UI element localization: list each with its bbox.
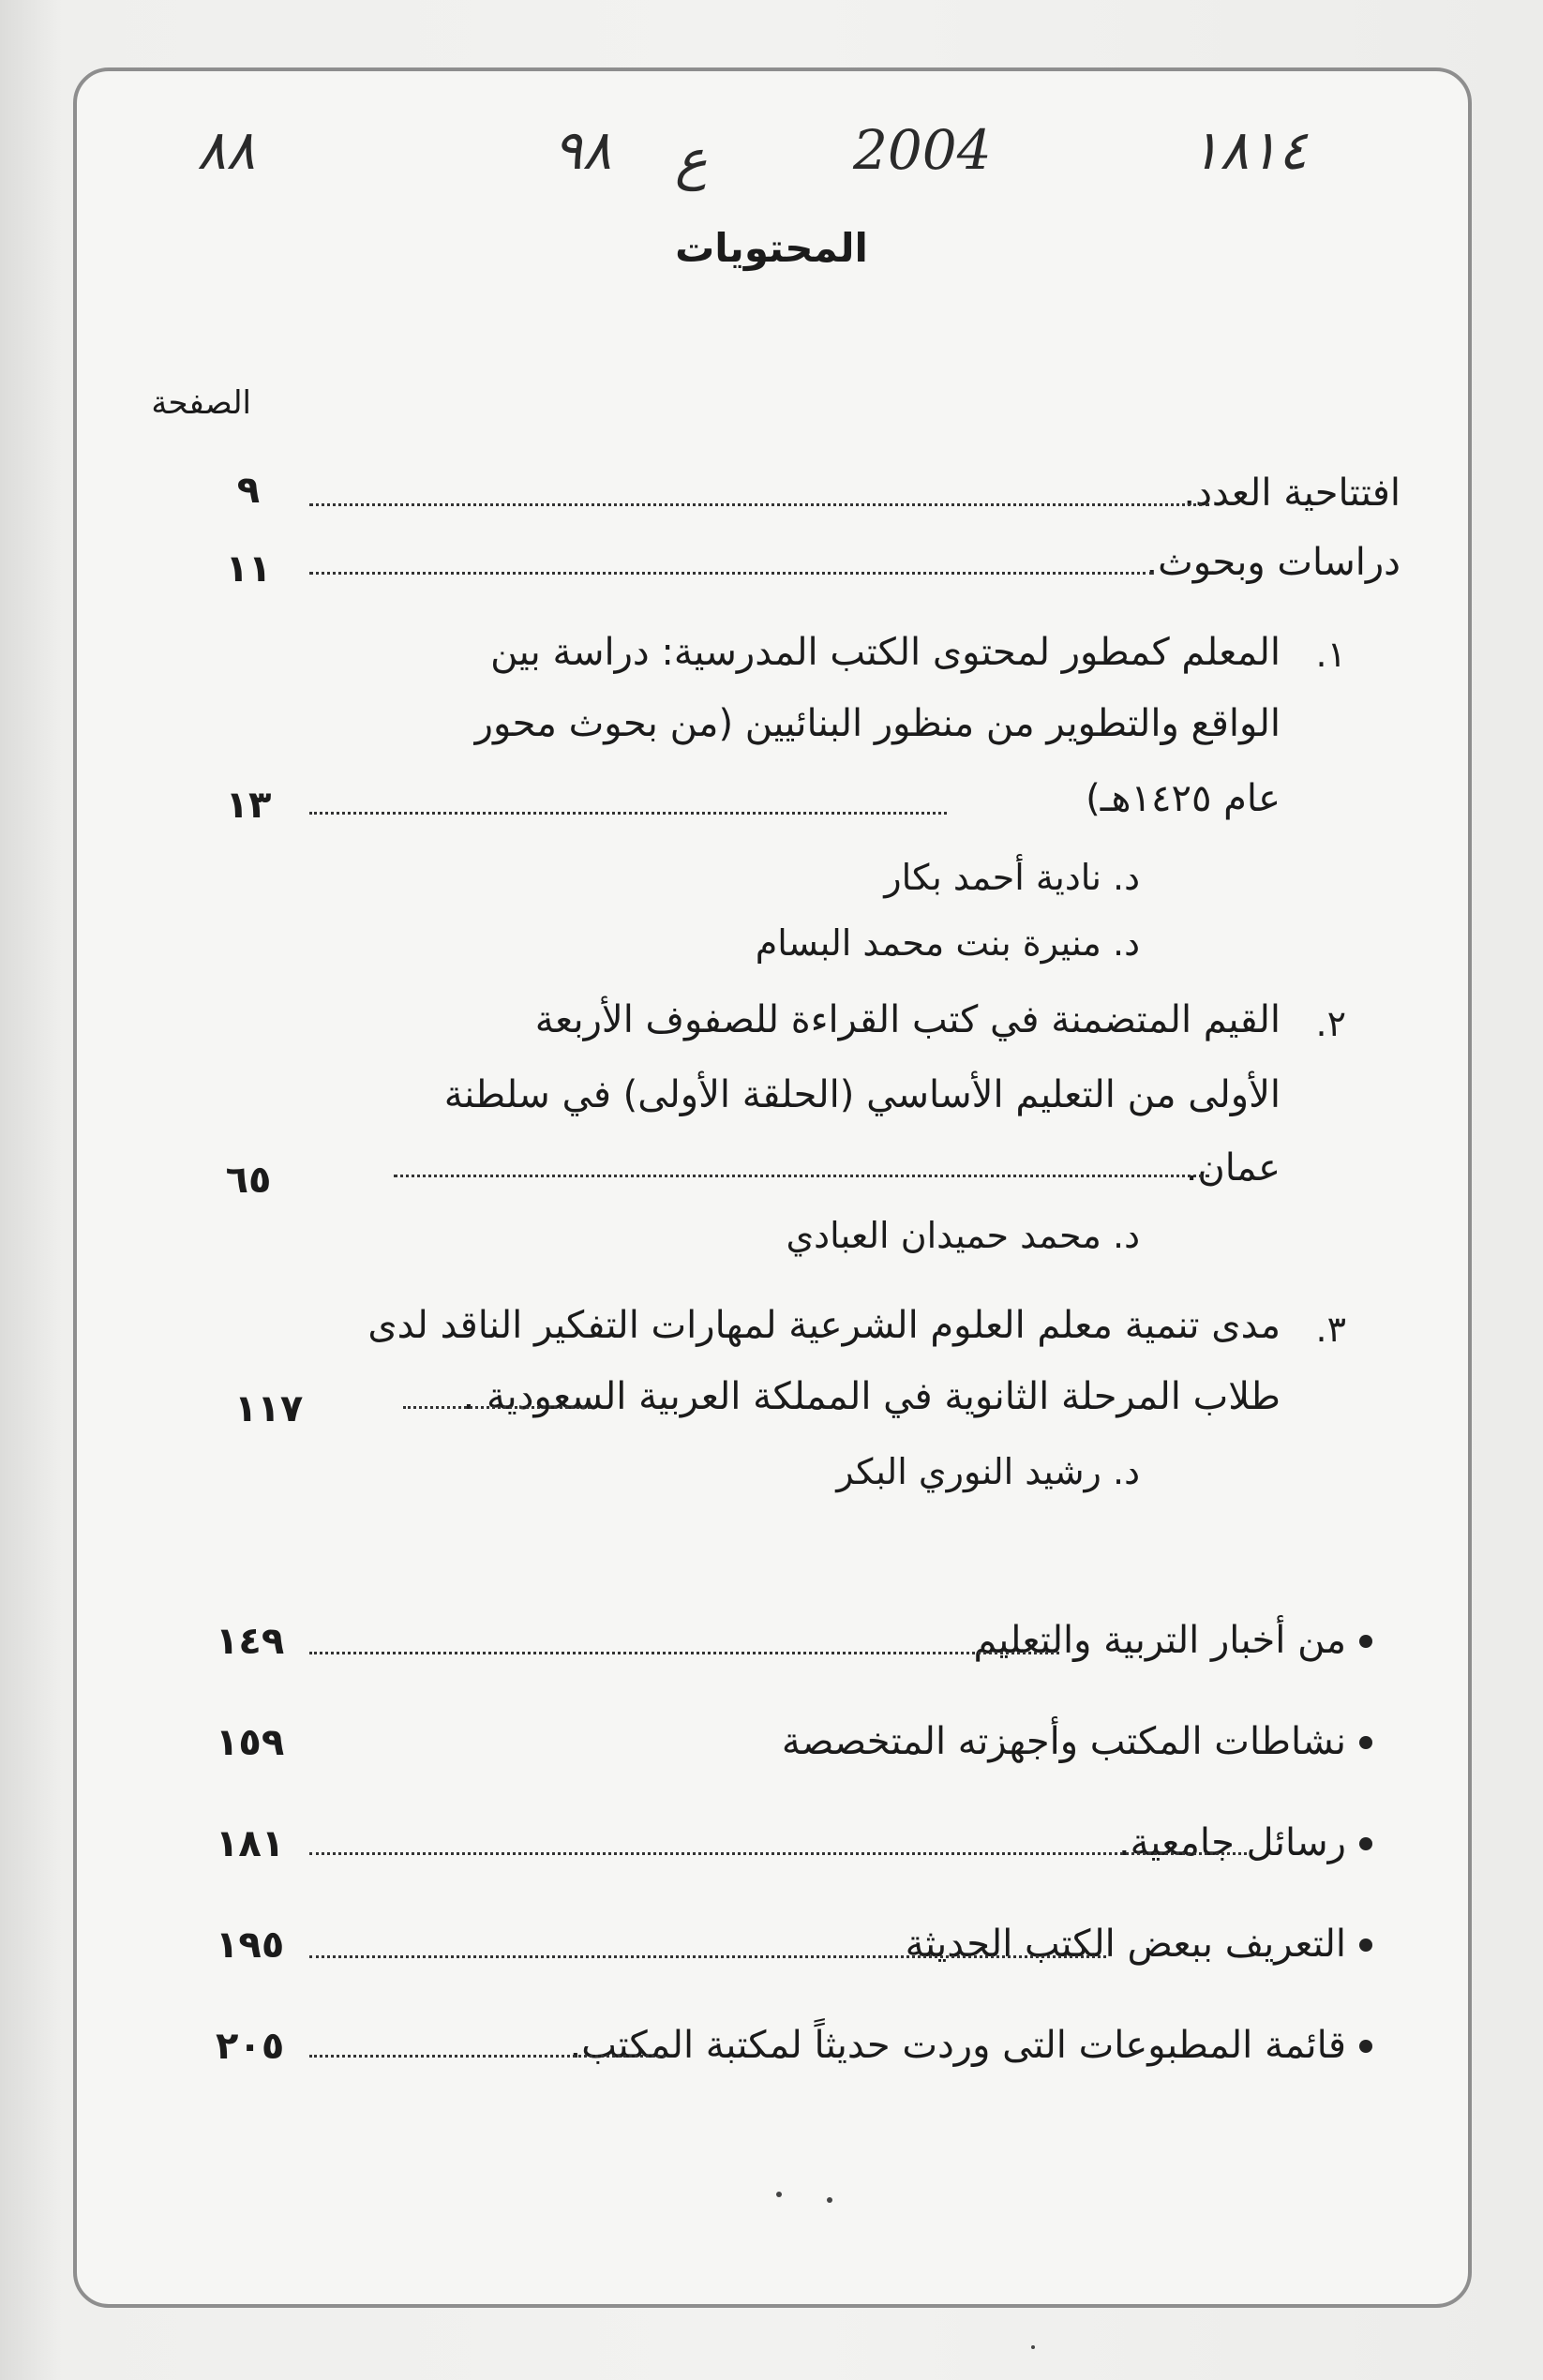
leader-dots (309, 1852, 1247, 1855)
page-number: ١٥٩ (216, 1721, 285, 1764)
page-number: ١٨١ (216, 1822, 285, 1865)
bullet-icon (1359, 1736, 1372, 1749)
handwritten-note-5: ١٨١٤ (1191, 118, 1308, 182)
author-name: د. رشيد النوري البكر (836, 1451, 1140, 1492)
handwritten-notes (0, 101, 1543, 204)
entry-index: ٢. (1315, 1003, 1346, 1044)
scan-speck (827, 2197, 832, 2203)
page-number: ٢٠٥ (216, 2025, 285, 2068)
handwritten-note-3: ع (675, 127, 708, 191)
leader-dots (309, 503, 1209, 506)
leader-dots (309, 1652, 1059, 1654)
toc-entry-theses: رسائل جامعية. (1117, 1821, 1346, 1864)
bullet-icon (1359, 2040, 1372, 2053)
handwritten-note-4: 2004 (853, 118, 992, 182)
scan-speck (1031, 2345, 1035, 2349)
author-name: د. محمد حميدان العبادي (786, 1215, 1140, 1256)
page-column-label: الصفحة (151, 384, 251, 422)
toc-entry-publications: قائمة المطبوعات التى وردت حديثاً لمكتبة المكتب. (569, 2024, 1346, 2067)
handwritten-note-1: ٨٨ (197, 118, 256, 182)
bullet-icon (1359, 1635, 1372, 1648)
leader-dots (403, 1406, 591, 1409)
toc-entry-line: عمان. (1185, 1146, 1281, 1190)
toc-entry-line: القيم المتضمنة في كتب القراءة للصفوف الأربعة (534, 998, 1281, 1041)
leader-dots (309, 1955, 1106, 1958)
toc-entry-line: طلاب المرحلة الثانوية في المملكة العربية السعودية . (462, 1375, 1281, 1418)
page-number: ١٩٥ (216, 1923, 285, 1967)
page-number: ١٤٩ (216, 1620, 285, 1663)
toc-entry-news: من أخبار التربية والتعليم (973, 1619, 1346, 1662)
entry-index: ١. (1315, 634, 1346, 675)
leader-dots (309, 2055, 666, 2058)
scan-speck (776, 2192, 782, 2197)
bullet-icon (1359, 1837, 1372, 1850)
toc-entry-line: الواقع والتطوير من منظور البنائيين (من بحوث محور (474, 702, 1281, 745)
toc-entry-editorial: افتتاحية العدد. (1183, 472, 1401, 515)
toc-entry-line: عام ١٤٢٥هـ) (1086, 777, 1281, 820)
toc-entry-line: الأولى من التعليم الأساسي (الحلقة الأولى) في سلطنة (443, 1073, 1281, 1116)
toc-entry-line: المعلم كمطور لمحتوى الكتب المدرسية: دراسة بين (490, 631, 1281, 674)
leader-dots (309, 812, 947, 815)
handwritten-note-2: ٩٨ (553, 118, 612, 182)
toc-entry-line: مدى تنمية معلم العلوم الشرعية لمهارات التفكير الناقد لدى (367, 1304, 1281, 1347)
bullet-icon (1359, 1938, 1372, 1952)
leader-dots (394, 1175, 1209, 1177)
page-title: المحتويات (675, 225, 868, 271)
leader-dots (309, 572, 1153, 575)
entry-index: ٣. (1315, 1309, 1346, 1350)
toc-entry-books: التعريف ببعض الكتب الحديثة (905, 1923, 1346, 1966)
page-number: ١٣ (225, 784, 272, 827)
page-number: ٦٥ (225, 1159, 272, 1202)
page-number: ١١٧ (234, 1387, 304, 1430)
toc-entry-studies: دراسات وبحوث. (1146, 541, 1401, 584)
author-name: د. نادية أحمد بكار (884, 857, 1140, 898)
toc-entry-activities: نشاطات المكتب وأجهزته المتخصصة (781, 1720, 1346, 1763)
page-number: ٩ (236, 469, 261, 512)
author-name: د. منيرة بنت محمد البسام (755, 922, 1140, 964)
page-number: ١١ (225, 547, 272, 591)
